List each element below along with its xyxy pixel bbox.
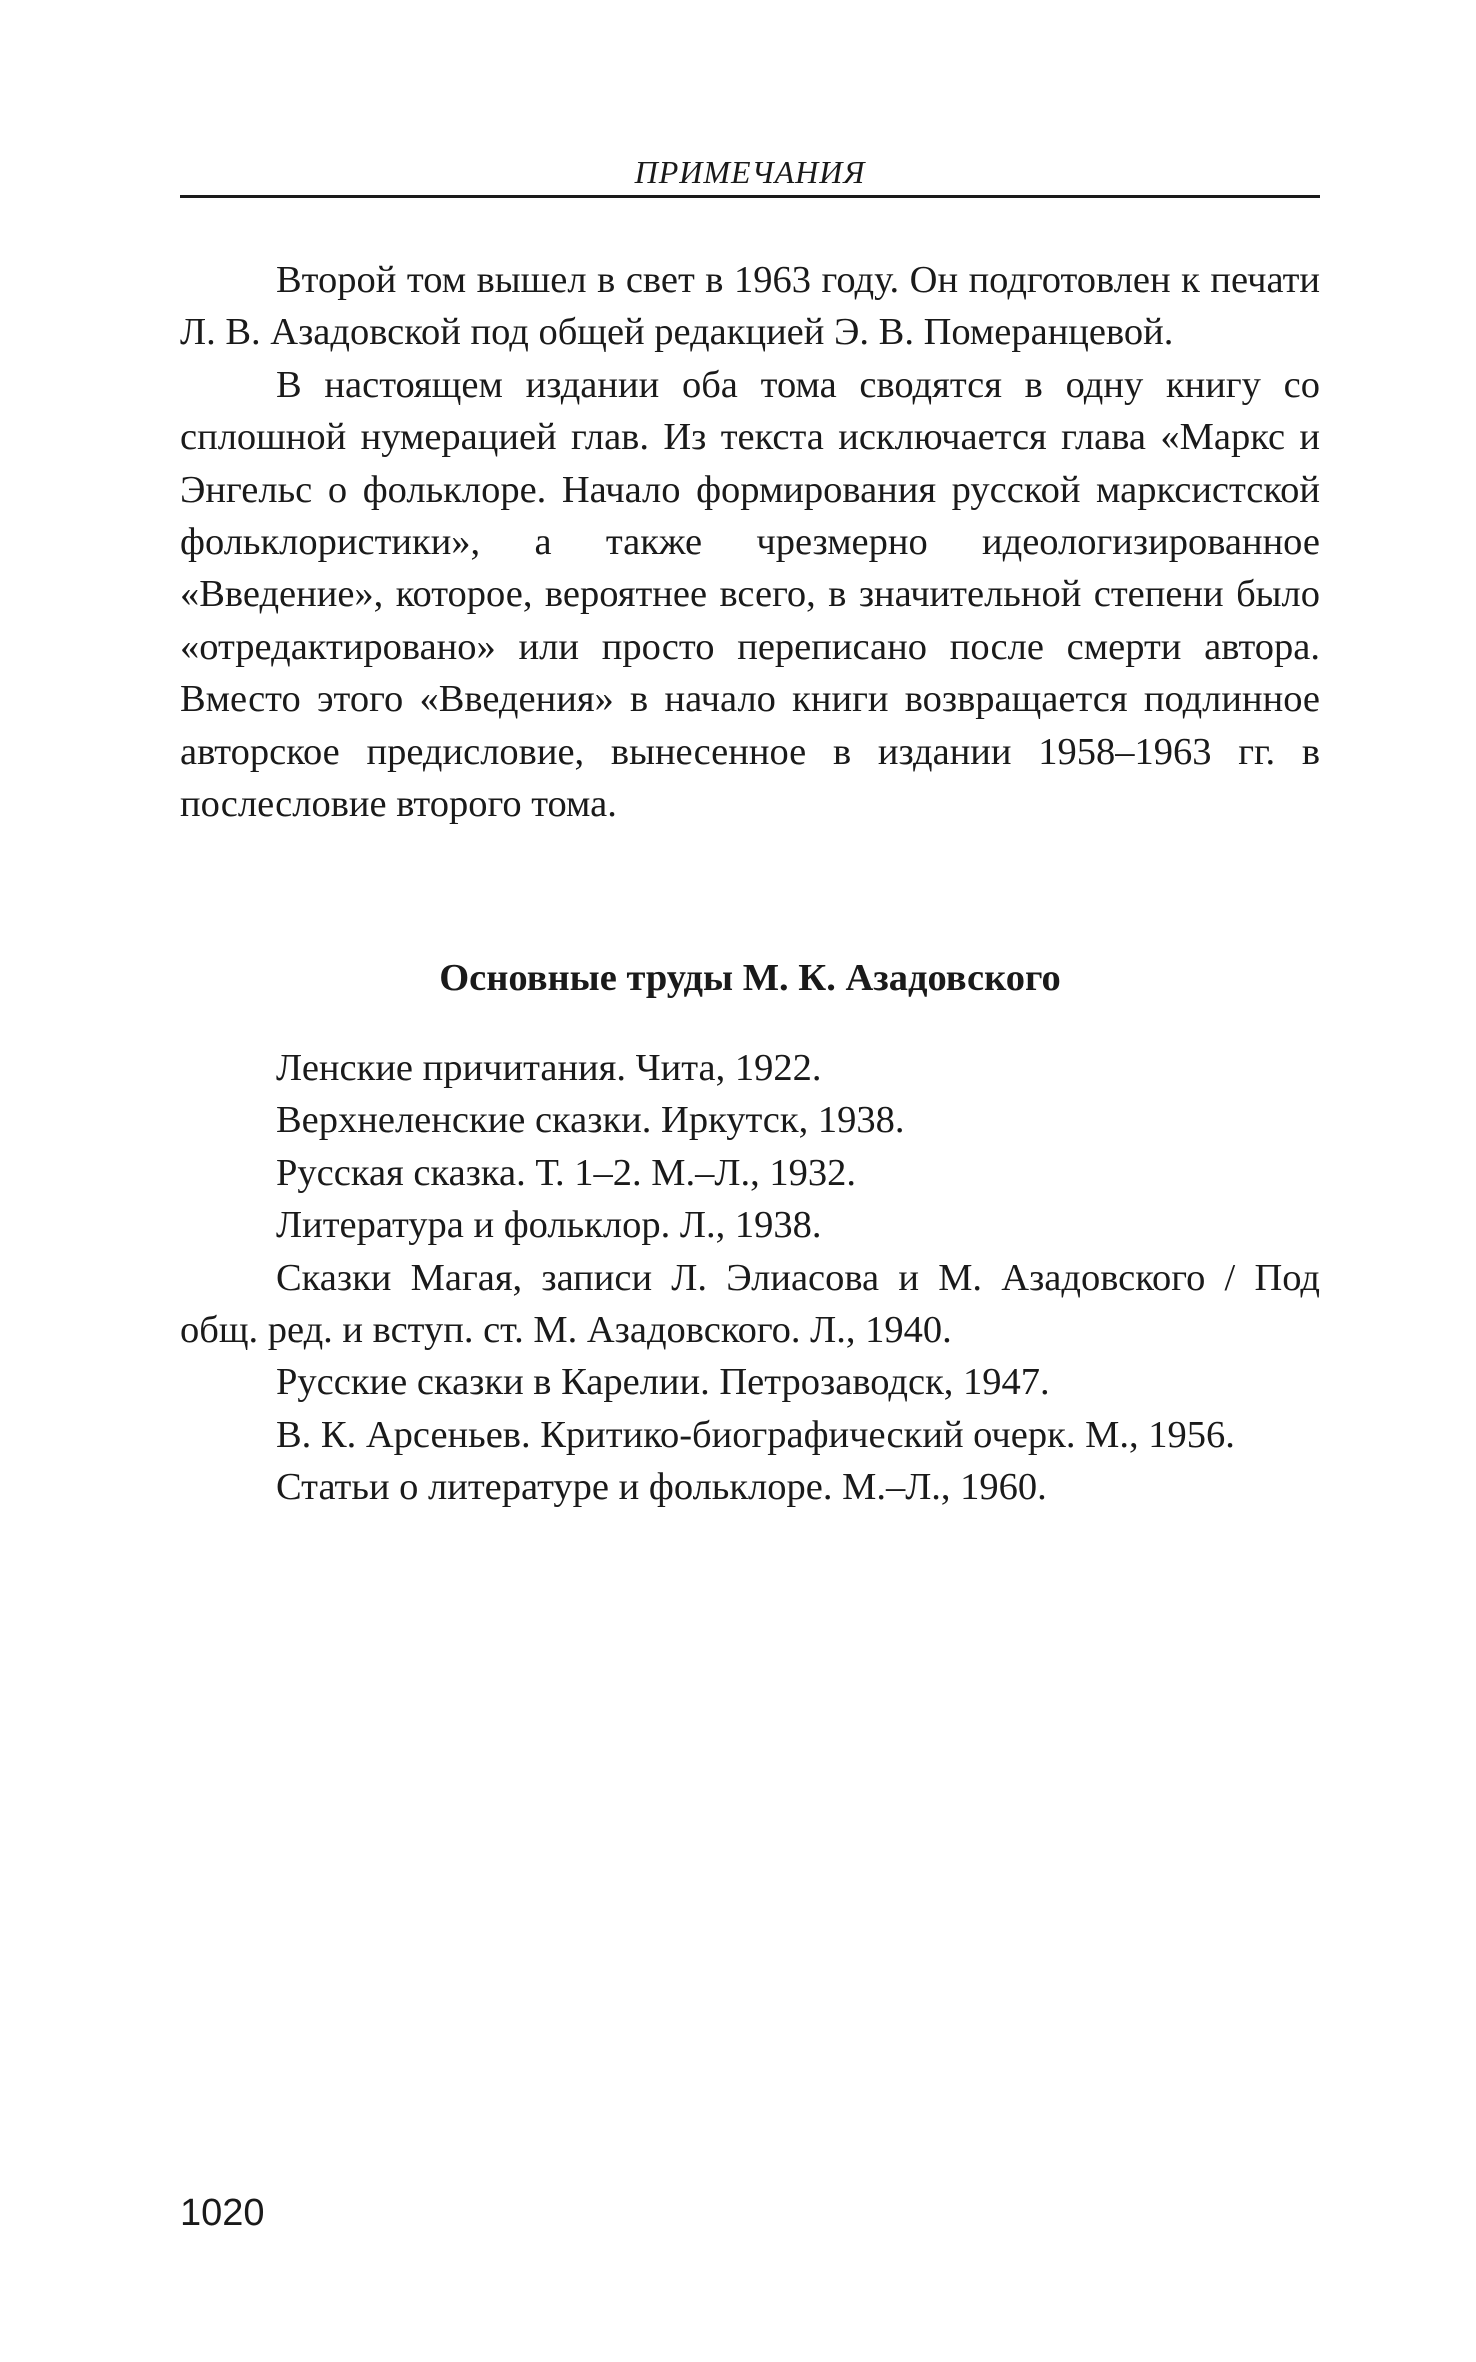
works-list (180, 1042, 1320, 1514)
works-list-item: Ленские причитания. Чита, 1922. (276, 1047, 822, 1089)
works-list-item: Верхнеленские сказки. Иркутск, 1938. (276, 1099, 905, 1142)
header-rule (180, 195, 1320, 198)
works-list-item: Русские сказки в Карелии. Петрозаводск, 1947. (276, 1361, 1050, 1404)
section-heading: Основные труды М. К. Азадовского (439, 957, 1061, 999)
paragraph: Второй том вышел в свет в 1963 году. Он подготовлен к печати Л. В. Азадовской под общей редакцией Э. В. Померанцевой. (180, 259, 1320, 354)
running-title: ПРИМЕЧАНИЯ (634, 154, 866, 190)
works-list-item: Русская сказка. Т. 1–2. М.–Л., 1932. (276, 1151, 856, 1194)
paragraph: В настоящем издании оба тома сводятся в одну книгу со сплошной нумерацией глав. Из текста исключается глава «Маркс и Энгельс о фольклоре. Начало формирования русской марксистской фольклористики», а также чрезмерно идеологизированное «Введение», которое, вероятнее всего, в значительной степени было «отредактировано» или просто переписано после смерти автора. Вместо этого «Введения» в начало книги возвращается подлинное авторское предисловие, вынесенное в издании 1958–1963 гг. в послесловие второго тома. (180, 363, 1320, 826)
body-text (180, 254, 1320, 830)
works-list-item: Сказки Магая, записи Л. Элиасова и М. Азадовского / Под общ. ред. и вступ. ст. М. Азадовского. Л., 1940. (180, 1256, 1320, 1352)
page-number: 1020 (180, 2192, 265, 2234)
works-list-item: Статьи о литературе и фольклоре. М.–Л., 1960. (276, 1466, 1047, 1509)
works-list-item: Литература и фольклор. Л., 1938. (276, 1204, 822, 1247)
works-list-item: В. К. Арсеньев. Критико-биографический очерк. М., 1956. (276, 1413, 1235, 1456)
